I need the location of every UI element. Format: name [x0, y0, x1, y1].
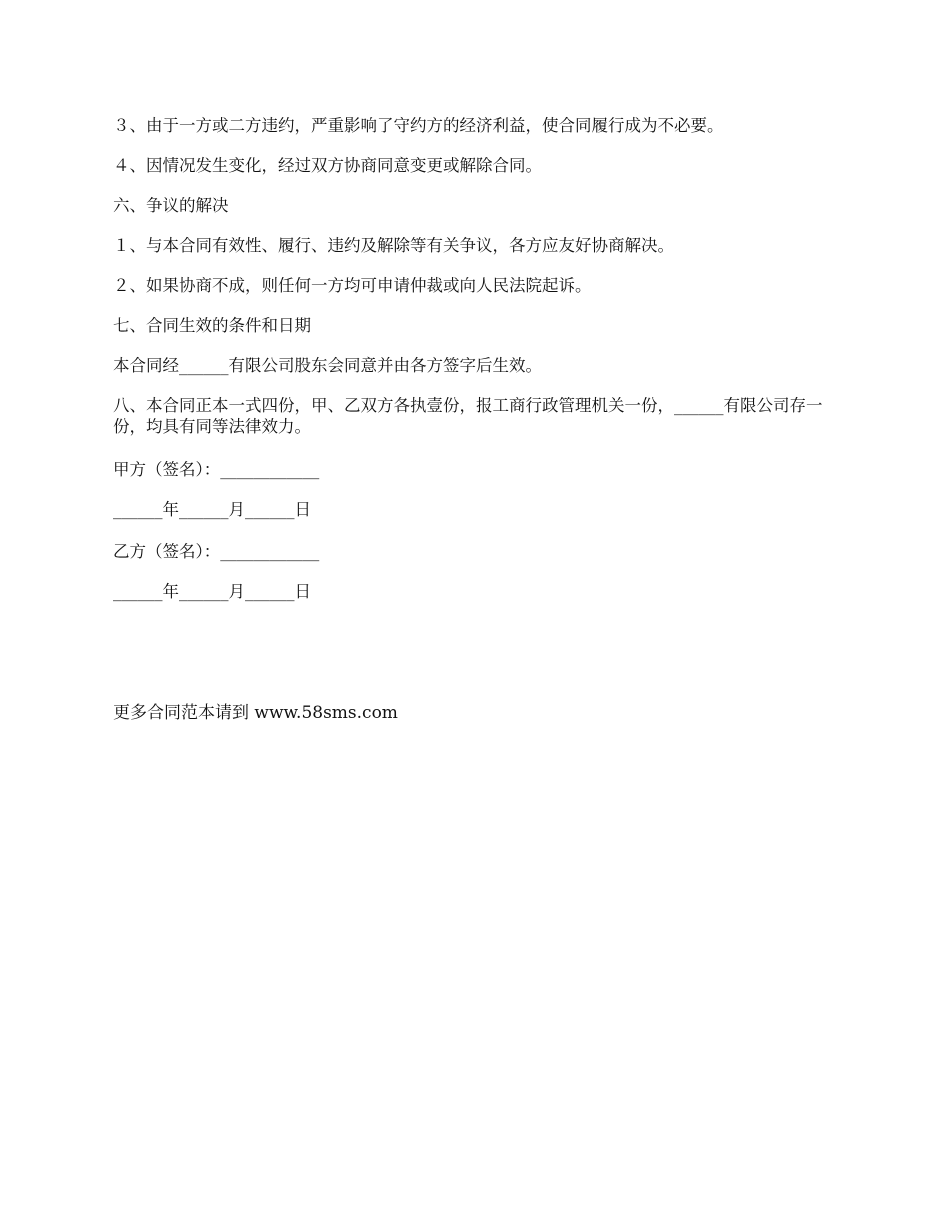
party-a-signature: 甲方（签名）：____________: [113, 460, 320, 479]
section-heading-dispute: 六、争议的解决: [113, 196, 229, 215]
clause-dispute-1: １、与本合同有效性、履行、违约及解除等有关争议，各方应友好协商解决。: [113, 236, 674, 255]
clause-effective: 本合同经______有限公司股东会同意并由各方签字后生效。: [113, 356, 542, 375]
footer-link-text: 更多合同范本请到 www.58sms.com: [113, 703, 398, 723]
section-copies: 八、本合同正本一式四份，甲、乙双方各执壹份，报工商行政管理机关一份，______有限公司存一份，均具有同等法律效力。: [113, 396, 823, 436]
clause-termination-4: ４、因情况发生变化，经过双方协商同意变更或解除合同。: [113, 156, 542, 175]
section-heading-effective: 七、合同生效的条件和日期: [113, 316, 311, 335]
party-b-date: ______年______月______日: [113, 582, 311, 601]
party-a-date: ______年______月______日: [113, 500, 311, 519]
clause-termination-3: ３、由于一方或二方违约，严重影响了守约方的经济利益，使合同履行成为不必要。: [113, 116, 724, 135]
clause-dispute-2: ２、如果协商不成，则任何一方均可申请仲裁或向人民法院起诉。: [113, 276, 592, 295]
party-b-signature: 乙方（签名）：____________: [113, 542, 320, 561]
